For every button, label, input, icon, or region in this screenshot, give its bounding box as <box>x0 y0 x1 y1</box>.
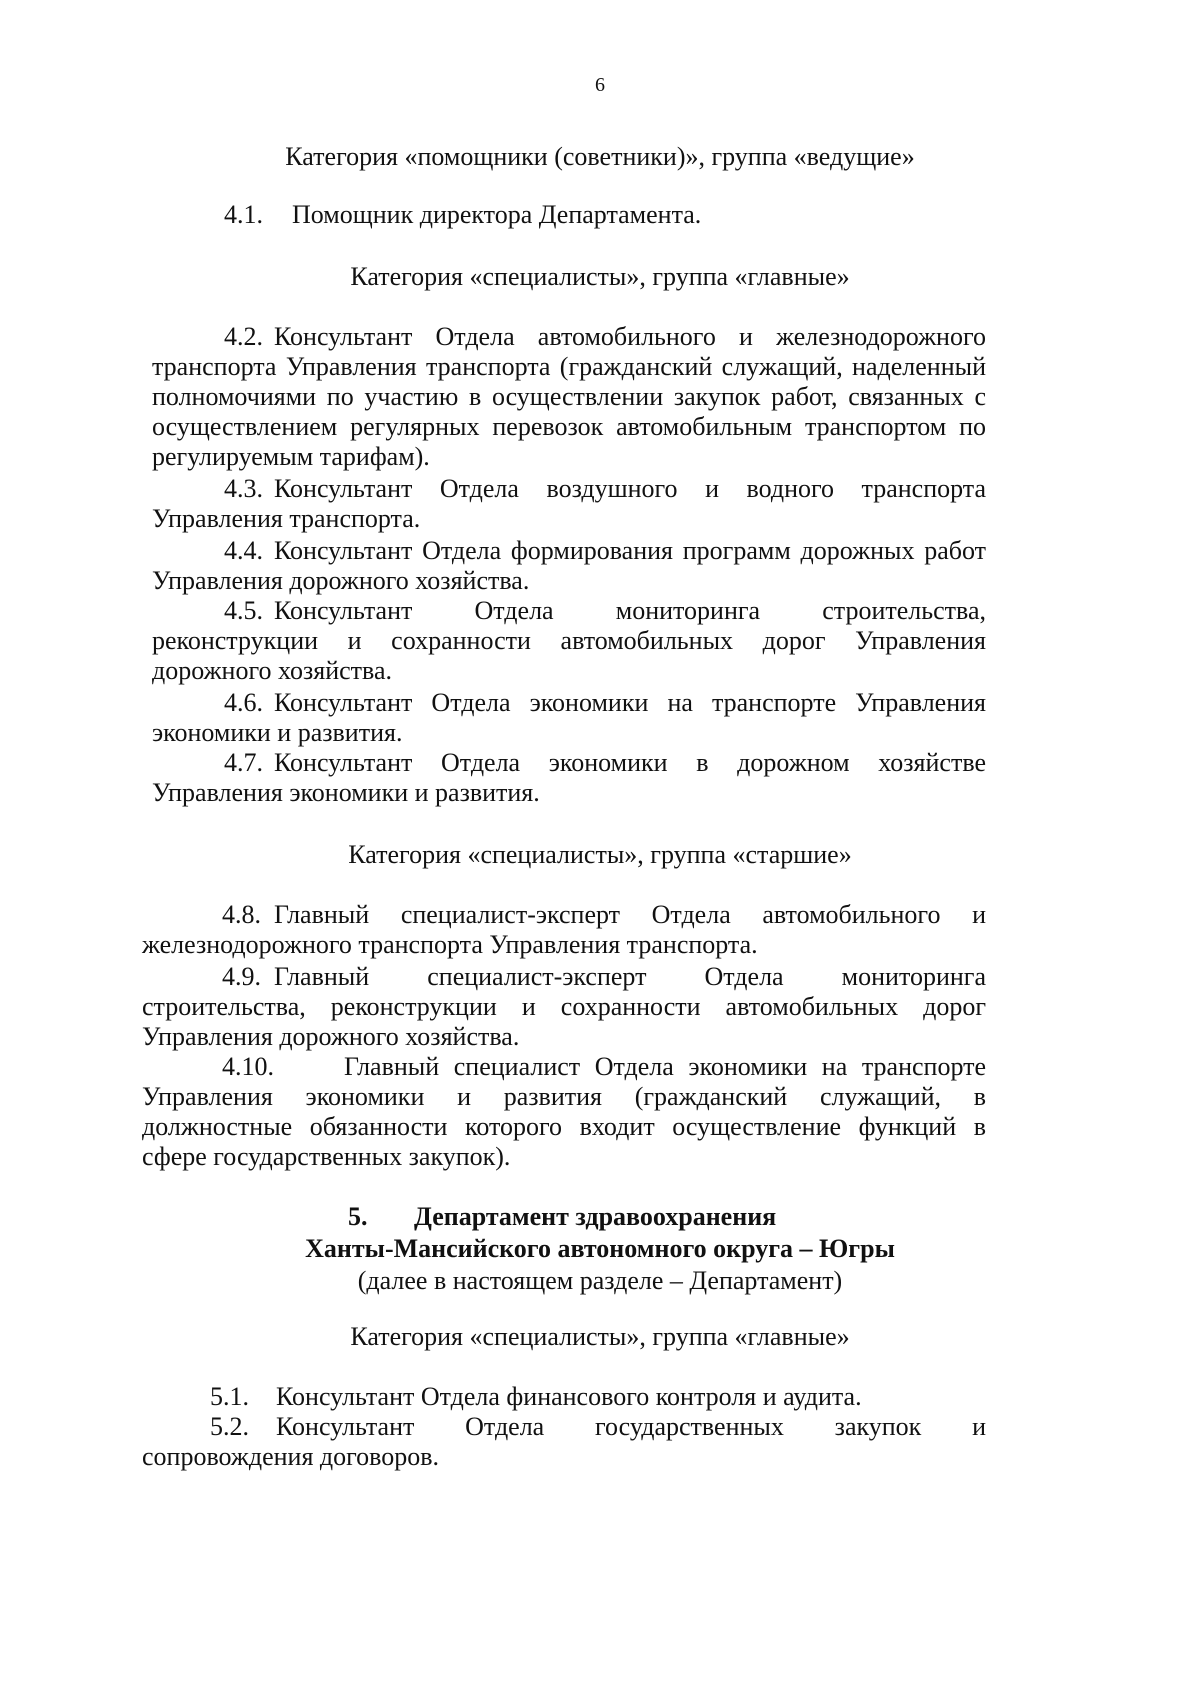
item-number: 4.3. <box>224 474 263 503</box>
section-title: Департамент здравоохранения <box>414 1202 777 1231</box>
item-number: 4.9. <box>222 962 261 991</box>
item-text: полномочиями по участию в осуществлении закупок работ, связанных с <box>152 382 986 411</box>
page-number: 6 <box>595 74 605 96</box>
item-text: Консультант Отдела экономики в дорожном хозяйстве <box>274 748 986 777</box>
section-number: 5. <box>348 1202 368 1231</box>
item-text: Управления экономики и развития (гражданский служащий, в <box>142 1082 986 1111</box>
item-text: Консультант Отдела воздушного и водного транспорта <box>274 474 986 503</box>
item-text: железнодорожного транспорта Управления транспорта. <box>142 930 758 959</box>
item-text: строительства, реконструкции и сохранности автомобильных дорог <box>142 992 986 1021</box>
item-number: 5.1. <box>210 1382 249 1411</box>
section-note: (далее в настоящем разделе – Департамент) <box>357 1266 843 1295</box>
item-text: Управления транспорта. <box>152 504 421 533</box>
item-text: Консультант Отдела государственных закупок и <box>276 1412 986 1441</box>
item-text: Управления экономики и развития. <box>152 778 540 807</box>
item-text: Консультант Отдела экономики на транспорте Управления <box>274 688 986 717</box>
item-number: 4.5. <box>224 596 263 625</box>
item-number: 4.7. <box>224 748 263 777</box>
item-text: Консультант Отдела финансового контроля и аудита. <box>276 1382 862 1411</box>
item-text: сопровождения договоров. <box>142 1442 440 1471</box>
item-text: Консультант Отдела мониторинга строительства, <box>274 596 986 625</box>
item-number: 4.8. <box>222 900 261 929</box>
item-text: осуществлением регулярных перевозок автомобильным транспортом по <box>152 412 986 441</box>
item-text: Управления дорожного хозяйства. <box>152 566 530 595</box>
section-subtitle: Ханты-Мансийского автономного округа – Югры <box>305 1234 895 1263</box>
item-text: должностные обязанности которого входит осуществление функций в <box>142 1112 986 1141</box>
category-heading: Категория «помощники (советники)», группа «ведущие» <box>285 142 915 171</box>
category-heading: Категория «специалисты», группа «главные» <box>350 262 850 291</box>
item-number: 4.6. <box>224 688 263 717</box>
item-number: 5.2. <box>210 1412 249 1441</box>
item-number: 4.4. <box>224 536 263 565</box>
category-heading: Категория «специалисты», группа «старшие» <box>348 840 852 869</box>
item-text: Управления дорожного хозяйства. <box>142 1022 520 1051</box>
item-text: Консультант Отдела автомобильного и железнодорожного <box>274 322 986 351</box>
item-number: 4.1. <box>224 200 263 229</box>
item-text: сфере государственных закупок). <box>142 1142 511 1171</box>
item-text: транспорта Управления транспорта (гражданский служащий, наделенный <box>152 352 986 381</box>
item-text: дорожного хозяйства. <box>152 656 393 685</box>
category-heading: Категория «специалисты», группа «главные» <box>350 1322 850 1351</box>
item-text: реконструкции и сохранности автомобильных дорог Управления <box>152 626 986 655</box>
item-text: Помощник директора Департамента. <box>292 200 702 229</box>
item-text: Главный специалист-эксперт Отдела автомобильного и <box>274 900 986 929</box>
item-number: 4.10. <box>222 1052 274 1081</box>
item-text: Главный специалист-эксперт Отдела мониторинга <box>274 962 986 991</box>
item-number: 4.2. <box>224 322 263 351</box>
item-text: экономики и развития. <box>152 718 403 747</box>
item-text: Консультант Отдела формирования программ дорожных работ <box>274 536 986 565</box>
item-text: Главный специалист Отдела экономики на транспорте <box>344 1052 986 1081</box>
item-text: регулируемым тарифам). <box>152 442 430 471</box>
